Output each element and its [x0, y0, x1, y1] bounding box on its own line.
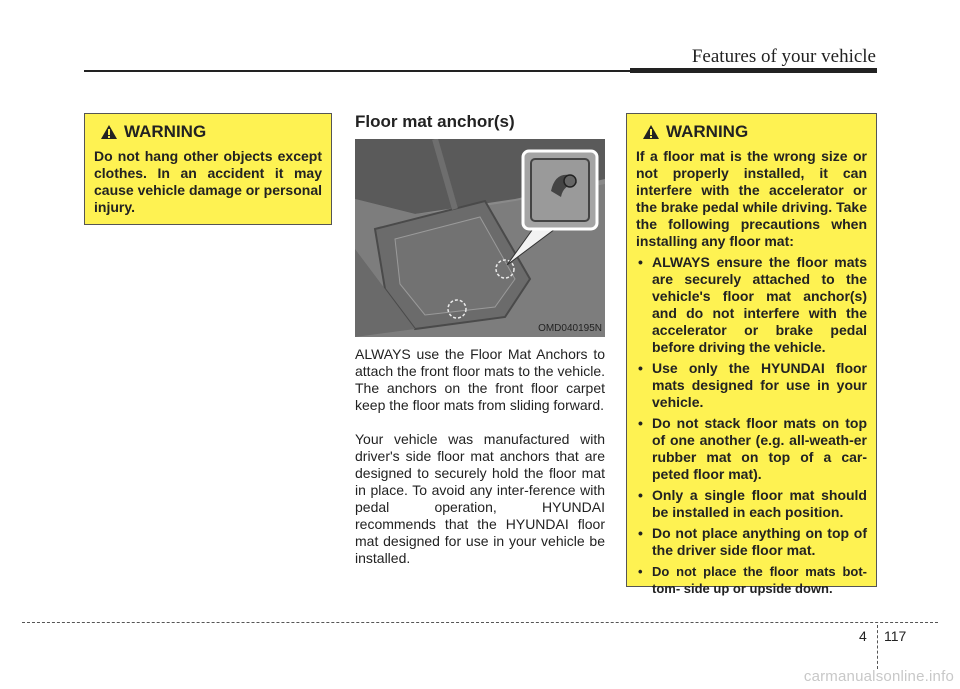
bullet-icon: •	[638, 415, 643, 431]
list-item: • Use only the HYUNDAI floor mats designed for use in your vehicle.	[638, 360, 867, 410]
body-paragraph: Your vehicle was manufactured with driver's side floor mat anchors that are designed to securely hold the floor mat in place. To avoid any inter-ference with pedal operation, HYUNDAI recommends that the HYUNDAI floor mat designed for use in your vehicle be installed.	[355, 431, 605, 566]
precaution-list	[636, 254, 867, 597]
watermark: carmanualsonline.info	[803, 668, 954, 685]
bullet-icon: •	[638, 360, 643, 376]
section-title: Floor mat anchor(s)	[355, 112, 515, 131]
list-item: • Only a single floor mat should be installed in each position.	[638, 487, 867, 520]
bullet-icon: •	[638, 525, 643, 541]
warning-heading-label: WARNING	[124, 122, 207, 141]
warning-intro: If a floor mat is the wrong size or not properly installed, it can interfere with the accelerator or the brake pedal while driving. Take the following precautions when installing any floor mat:	[636, 148, 867, 249]
floor-mat-illustration	[355, 139, 605, 337]
warning-text: Do not hang other objects except clothes. In an accident it may cause vehicle damage or personal injury.	[94, 148, 322, 215]
header-rule-accent	[630, 68, 877, 73]
body-paragraph: ALWAYS use the Floor Mat Anchors to attach the front floor mats to the vehicle. The anchors on the front floor carpet keep the floor mats from sliding forward.	[355, 346, 605, 413]
list-item: • Do not place anything on top of the driver side floor mat.	[638, 525, 867, 558]
list-item: • ALWAYS ensure the floor mats are securely attached to the vehicle's floor mat anchor(s) and do not interfere with the accelerator or brake pedal before driving the vehicle.	[638, 254, 867, 355]
bullet-icon: •	[638, 254, 643, 270]
page-number: 117	[884, 628, 907, 644]
list-item: • Do not stack floor mats on top of one another (e.g. all-weath-er rubber mat on top of a car-peted floor mat).	[638, 415, 867, 482]
warning-triangle-icon	[642, 124, 660, 140]
chapter-number: 4	[859, 628, 867, 644]
figure-caption: OMD040195N	[538, 323, 602, 334]
warning-heading-label: WARNING	[666, 122, 749, 141]
warning-box-hanging-objects	[84, 113, 332, 225]
warning-heading	[94, 122, 322, 142]
warning-triangle-icon	[100, 124, 118, 140]
warning-heading	[636, 122, 867, 142]
footer-divider	[22, 622, 938, 623]
list-item: • Do not place the floor mats bot-tom- side up or upside down.	[638, 564, 867, 596]
warning-box-floor-mat	[626, 113, 877, 596]
bullet-icon: •	[638, 487, 643, 503]
bullet-icon: •	[638, 564, 643, 579]
section-header-title: Features of your vehicle	[691, 46, 876, 67]
floor-mat-anchor-figure	[355, 139, 605, 337]
footer-page-divider	[877, 625, 878, 669]
